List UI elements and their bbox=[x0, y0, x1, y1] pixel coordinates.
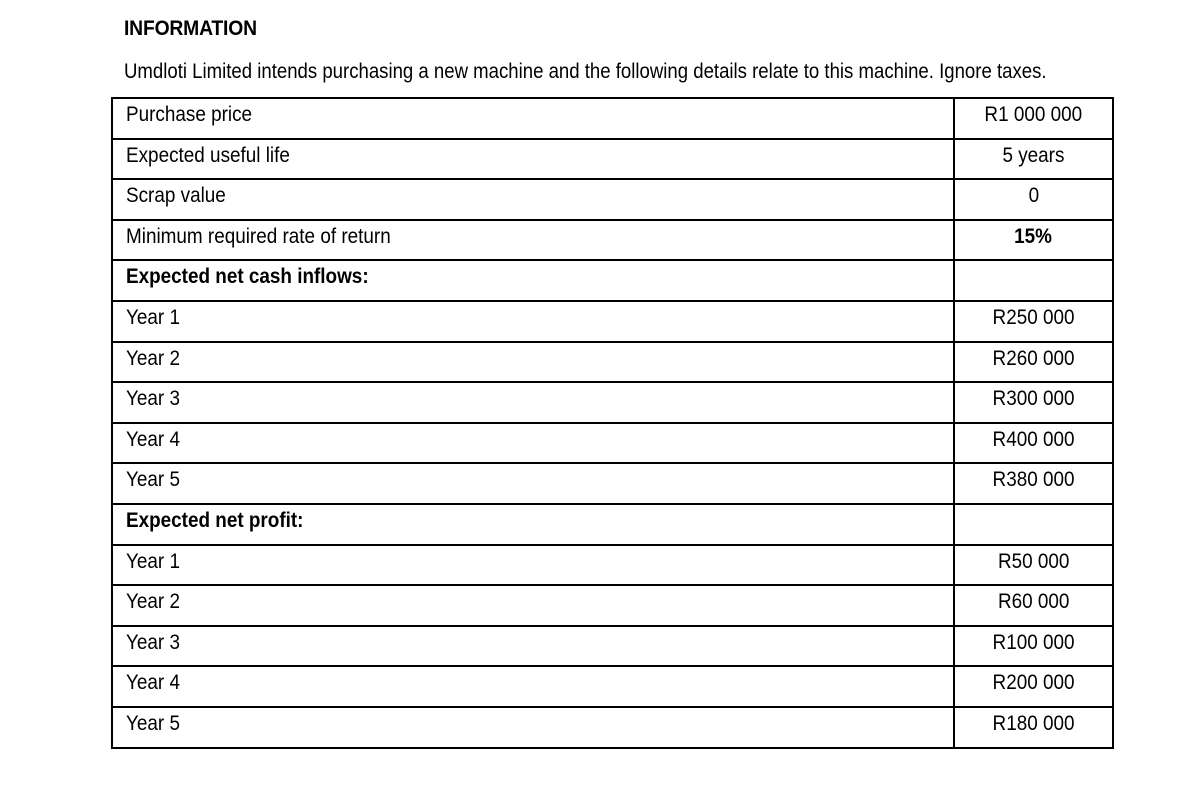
row-label: Year 4 bbox=[126, 671, 180, 695]
empty-value-cell bbox=[954, 504, 1113, 545]
section-label-cell bbox=[112, 504, 954, 545]
table-row bbox=[112, 98, 1113, 139]
table-row bbox=[112, 666, 1113, 707]
row-label: Minimum required rate of return bbox=[126, 224, 391, 248]
row-value: R50 000 bbox=[997, 549, 1070, 573]
table-row bbox=[112, 179, 1113, 220]
row-label: Year 5 bbox=[126, 468, 180, 492]
intro-paragraph: Umdloti Limited intends purchasing a new machine and the following details relate to this machine. Ignore taxes. bbox=[124, 60, 1047, 83]
table-row bbox=[112, 707, 1113, 748]
machine-details-table bbox=[111, 97, 1114, 749]
table-row bbox=[112, 626, 1113, 667]
table-row bbox=[112, 139, 1113, 180]
table-row bbox=[112, 463, 1113, 504]
row-label: Purchase price bbox=[126, 103, 253, 126]
table-row bbox=[112, 342, 1113, 383]
row-value-cell bbox=[954, 423, 1113, 464]
row-value: R400 000 bbox=[992, 427, 1075, 451]
table-section-row bbox=[112, 260, 1113, 301]
row-label-cell bbox=[112, 666, 954, 707]
row-value-cell bbox=[954, 139, 1113, 180]
table-row bbox=[112, 545, 1113, 586]
row-label: Expected useful life bbox=[126, 143, 290, 167]
section-heading: INFORMATION bbox=[124, 17, 257, 40]
row-value-cell bbox=[954, 666, 1113, 707]
row-label-cell bbox=[112, 423, 954, 464]
row-label-cell bbox=[112, 342, 954, 383]
row-label-cell bbox=[112, 179, 954, 220]
row-label: Year 1 bbox=[126, 305, 180, 329]
row-label-cell bbox=[112, 585, 954, 626]
row-value-cell bbox=[954, 179, 1113, 220]
row-value: R260 000 bbox=[992, 346, 1075, 370]
row-label-cell bbox=[112, 382, 954, 423]
row-value: 15% bbox=[1014, 224, 1053, 248]
row-value-cell bbox=[954, 626, 1113, 667]
section-label: Expected net profit: bbox=[126, 508, 304, 532]
table-row bbox=[112, 301, 1113, 342]
table-section-row bbox=[112, 504, 1113, 545]
empty-value-cell bbox=[954, 260, 1113, 301]
row-label: Year 3 bbox=[126, 630, 180, 654]
row-label: Year 3 bbox=[126, 387, 180, 411]
cropped-text-fragment bbox=[290, 0, 1090, 2]
row-label-cell bbox=[112, 301, 954, 342]
row-value: 5 years bbox=[1002, 143, 1065, 167]
section-label: Expected net cash inflows: bbox=[126, 265, 369, 289]
row-value-cell bbox=[954, 707, 1113, 748]
table-row bbox=[112, 220, 1113, 261]
row-value: R180 000 bbox=[992, 711, 1075, 735]
table-row bbox=[112, 423, 1113, 464]
row-label-cell bbox=[112, 707, 954, 748]
row-value: R300 000 bbox=[992, 387, 1075, 411]
row-label: Year 5 bbox=[126, 711, 180, 735]
row-label: Scrap value bbox=[126, 184, 226, 208]
row-value-cell bbox=[954, 382, 1113, 423]
row-label-cell bbox=[112, 626, 954, 667]
row-value: R200 000 bbox=[992, 671, 1075, 695]
row-value-cell bbox=[954, 463, 1113, 504]
section-label-cell bbox=[112, 260, 954, 301]
row-label: Year 2 bbox=[126, 590, 180, 614]
row-value: R250 000 bbox=[992, 305, 1075, 329]
row-value-cell bbox=[954, 98, 1113, 139]
row-label-cell bbox=[112, 139, 954, 180]
row-label-cell bbox=[112, 98, 954, 139]
row-value-cell bbox=[954, 220, 1113, 261]
row-label: Year 4 bbox=[126, 427, 180, 451]
row-label-cell bbox=[112, 463, 954, 504]
row-label: Year 1 bbox=[126, 549, 180, 573]
row-value-cell bbox=[954, 545, 1113, 586]
row-value-cell bbox=[954, 342, 1113, 383]
row-value: R100 000 bbox=[992, 630, 1075, 654]
table-row bbox=[112, 382, 1113, 423]
row-label: Year 2 bbox=[126, 346, 180, 370]
row-label-cell bbox=[112, 220, 954, 261]
row-value: R380 000 bbox=[992, 468, 1075, 492]
row-value: 0 bbox=[1028, 184, 1039, 208]
row-value: R1 000 000 bbox=[984, 103, 1083, 126]
row-value-cell bbox=[954, 585, 1113, 626]
row-label-cell bbox=[112, 545, 954, 586]
row-value: R60 000 bbox=[997, 590, 1070, 614]
row-value-cell bbox=[954, 301, 1113, 342]
table-row bbox=[112, 585, 1113, 626]
